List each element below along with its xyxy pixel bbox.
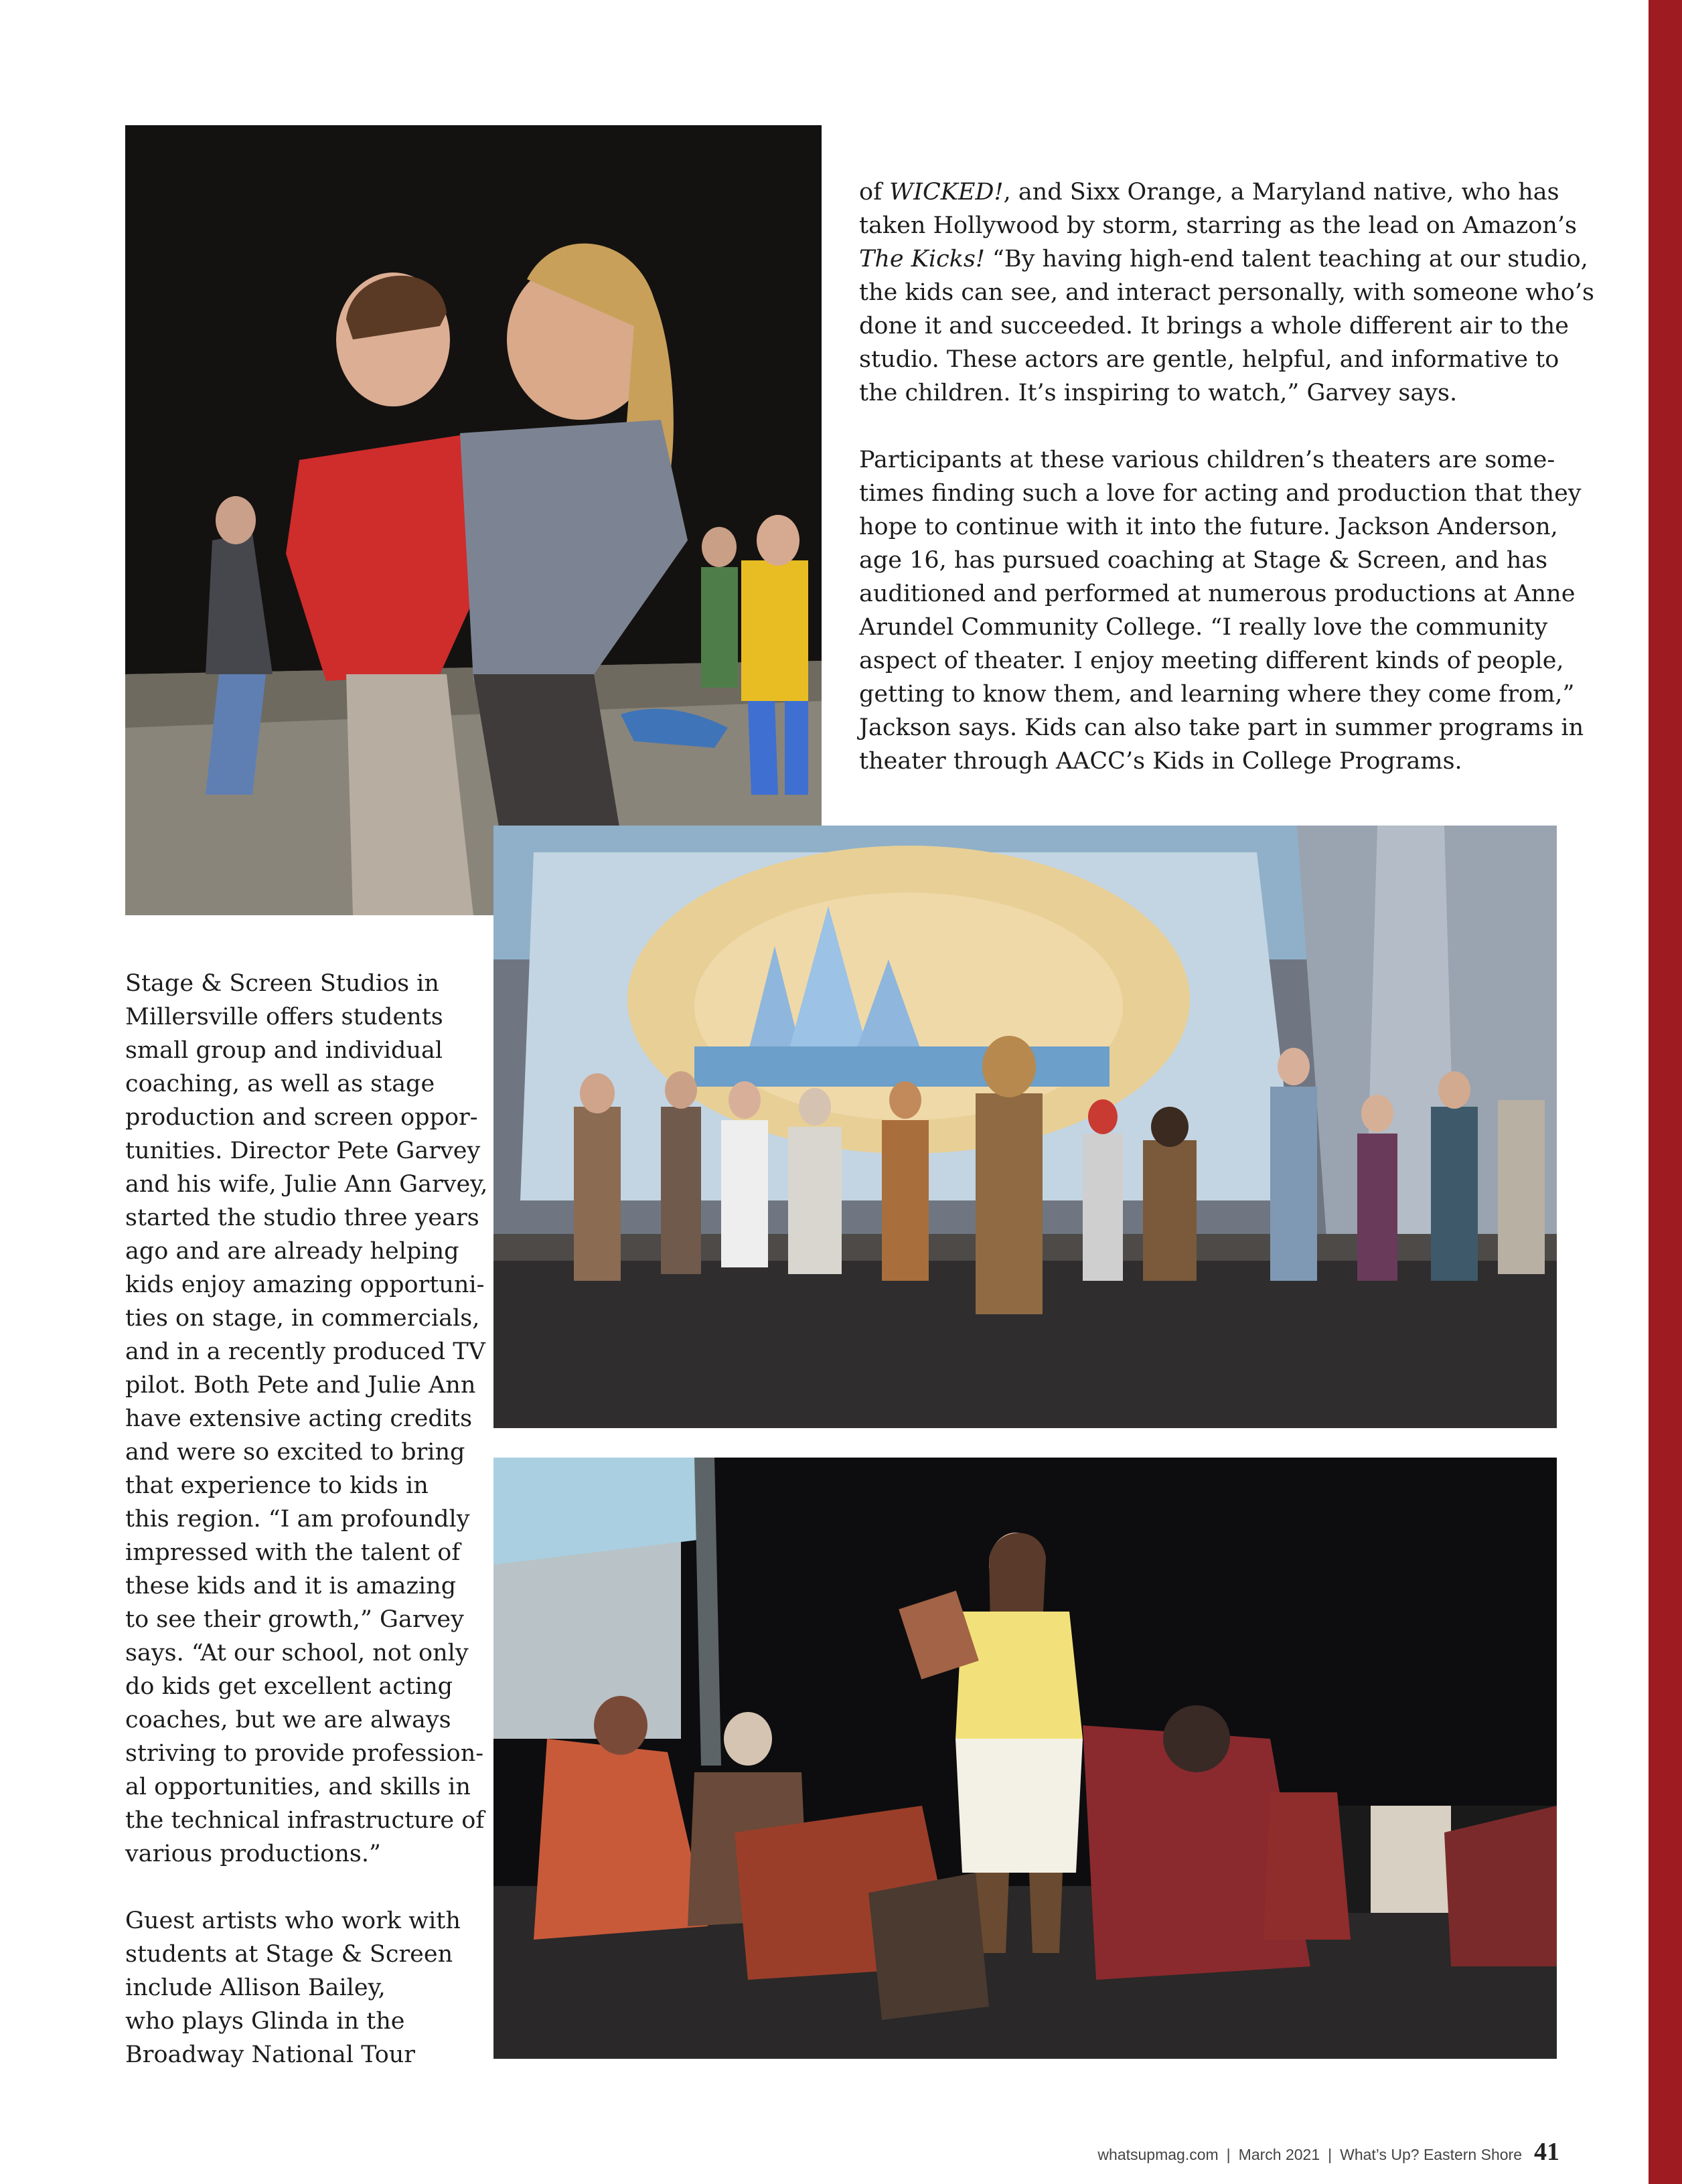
article-column-right [859,175,1594,778]
article-column-left [125,967,488,2072]
article-paragraph: Stage & Screen Studios in Millersville offers students small group and individual coaching, as well as stage production and screen oppor- tunities. Director Pete Garvey and his wife, Julie Ann Garvey, started the studio three years ago and are already helping kids enjoy amazing opportuni- ties on stage, in commercials, and in a recently produced TV pilot. Both Pete and Julie Ann have extensive acting credits and were so excited to bring that experience to kids in this region. “I am profoundly impressed with the talent of these kids and it is amazing to see their growth,” Garvey says. “At our school, not only do kids get excellent acting coaches, but we are always striving to provide profession- al opportunities, and skills in the technical infrastructure of various productions.” [125,970,488,1867]
article-paragraph: Participants at these various children’s theaters are some- times finding such a love for acting and production that they hope to continue with it into the future. Jackson Anderson, age 16, has pursued coaching at Stage & Screen, and has auditioned and performed at numerous productions at Anne Arundel Community College. “I really love the community aspect of theater. I enjoy meeting different kinds of people, getting to know them, and learning where they come from,” Jackson says. Kids can also take part in summer programs in theater through AACC’s Kids in College Programs. [859,447,1584,775]
page-footer [1097,2137,1559,2167]
accent-bar [1649,0,1682,2184]
footer-publication: What’s Up? Eastern Shore [1340,2146,1522,2163]
article-paragraph: of WICKED!, and Sixx Orange, a Maryland native, who has taken Hollywood by storm, starring as the lead on Amazon’s The Kicks! “By having high-end talent teaching at our studio, the kids can see, and interact personally, with someone who’s done it and succeeded. It brings a whole different air to the studio. These actors are gentle, helpful, and informative to the children. It’s inspiring to watch,” Garvey says. [859,179,1594,406]
footer-separator: | [1328,2146,1332,2163]
page-number: 41 [1534,2138,1559,2166]
photo-ice-palace-scene [493,826,1557,1428]
article-paragraph: Guest artists who work with students at Stage & Screen include Allison Bailey, who plays Glinda in the Broadway National Tour [125,1907,461,2068]
photo-stage-performance [493,1458,1557,2059]
footer-separator: | [1226,2146,1231,2163]
footer-issue: March 2021 [1238,2146,1320,2163]
footer-site[interactable]: whatsupmag.com [1097,2146,1219,2163]
photo-teens-dancing [125,125,822,915]
